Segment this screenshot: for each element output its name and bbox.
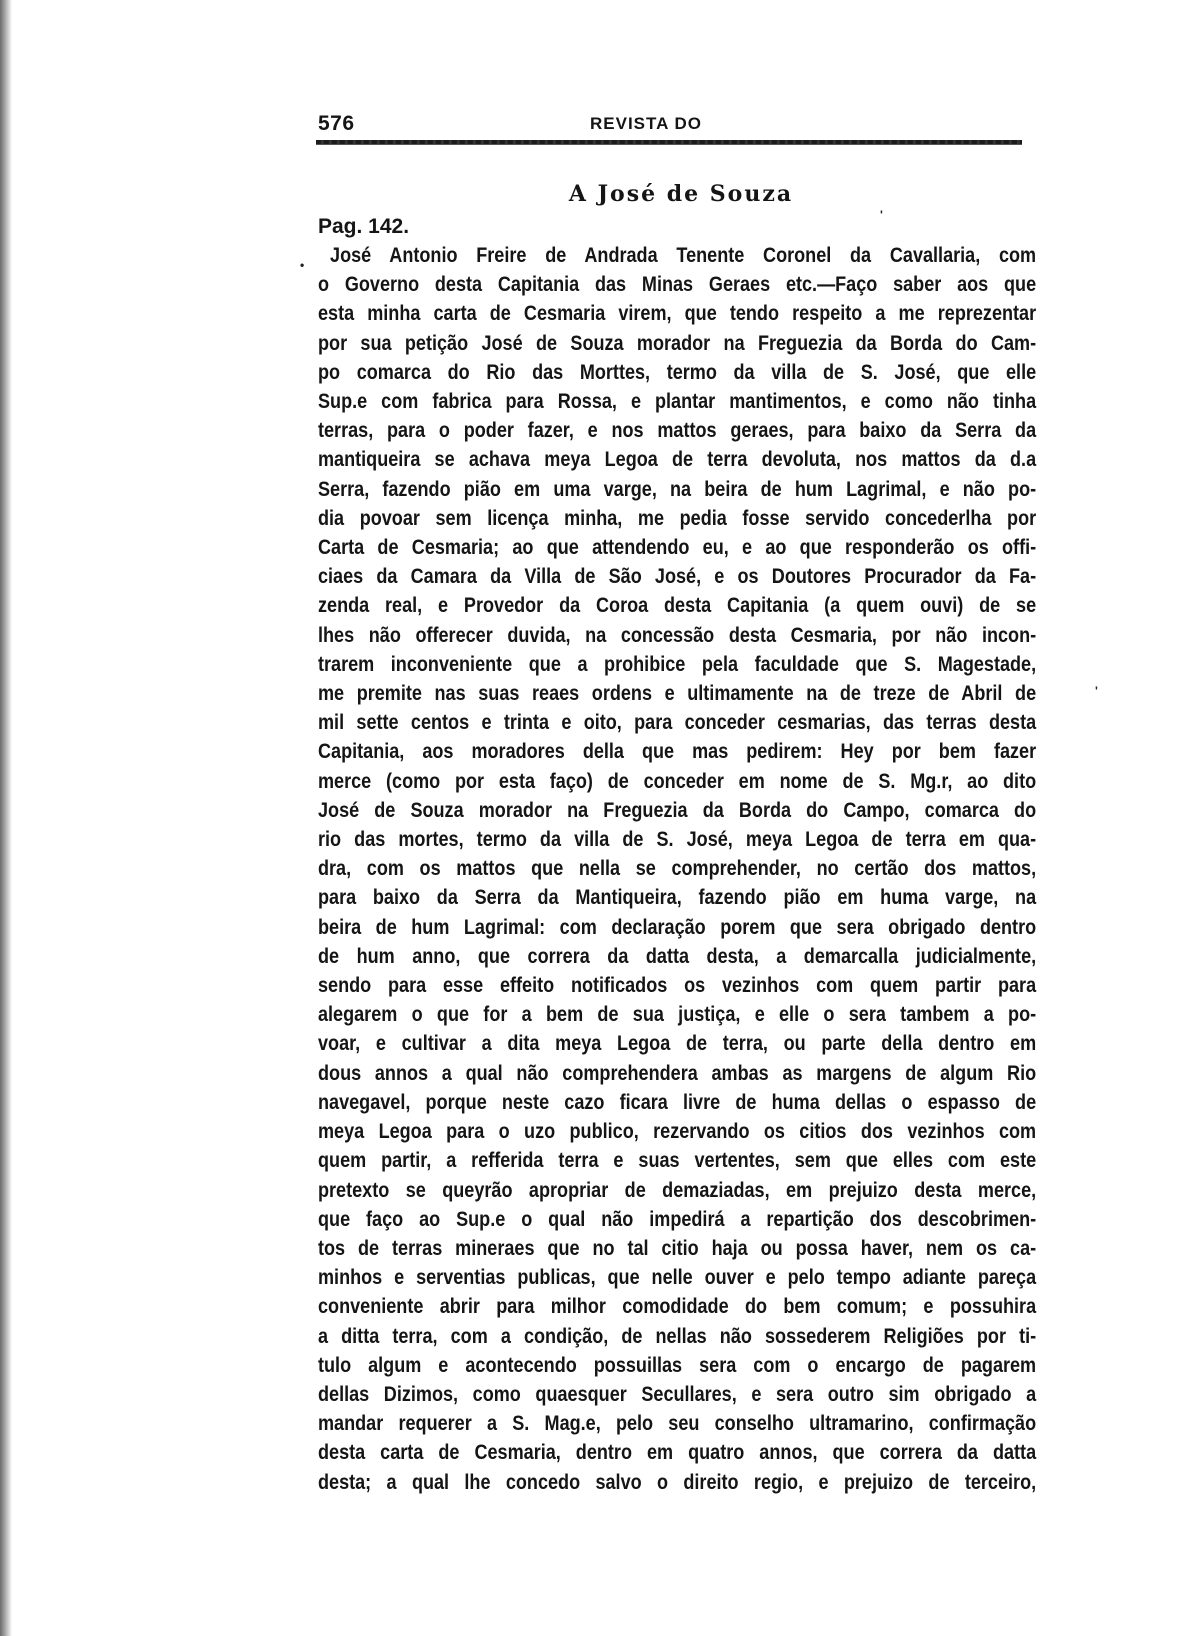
text-line: de hum anno, que correra da datta desta, a demarcalla judicialmente, — [318, 944, 1037, 968]
page-reference: Pag. 142. — [318, 215, 410, 238]
text-line: Serra, fazendo pião em uma varge, na beira de hum Lagrimal, e não po- — [318, 477, 1037, 501]
print-speck: ' — [880, 208, 883, 222]
text-line: me premite nas suas reaes ordens e ultimamente na de treze de Abril de — [318, 682, 1037, 706]
text-line: Sup.e com fabrica para Rossa, e plantar mantimentos, e como não tinha — [318, 390, 1037, 414]
text-line: tos de terras mineraes que no tal citio haja ou possa haver, nem os ca- — [318, 1236, 1037, 1260]
text-line: mantiqueira se achava meya Legoa de terra devoluta, nos mattos da d.a — [318, 448, 1037, 472]
text-line: conveniente abrir para milhor comodidade do bem comum; e possuhira — [318, 1295, 1037, 1319]
text-line: voar, e cultivar a dita meya Legoa de terra, ou parte della dentro em — [318, 1032, 1037, 1056]
page-number: 576 — [318, 112, 355, 135]
text-line: quem partir, a refferida terra e suas vertentes, sem que elles com este — [318, 1149, 1037, 1173]
text-line: Capitania, aos moradores della que mas pedirem: Hey por bem fazer — [318, 740, 1037, 764]
document-page — [318, 100, 1036, 1497]
text-line: dellas Dizimos, como quaesquer Secullares, e sera outro sim obrigado a — [318, 1382, 1037, 1406]
binding-edge — [0, 0, 12, 1636]
text-line: dia povoar sem licença minha, me pedia fosse servido concederlha por — [318, 506, 1037, 530]
journal-title: REVISTA DO — [590, 114, 703, 133]
text-line: desta carta de Cesmaria, dentro em quatro annos, que correra da datta — [318, 1441, 1037, 1465]
text-line: para baixo da Serra da Mantiqueira, fazendo pião em huma varge, na — [318, 886, 1037, 910]
text-line: o Governo desta Capitania das Minas Geraes etc.—Faço saber aos que — [318, 273, 1037, 297]
text-line: zenda real, e Provedor da Coroa desta Capitania (a quem ouvi) de se — [318, 594, 1037, 618]
text-line: mil sette centos e trinta e oito, para conceder cesmarias, das terras desta — [318, 711, 1037, 735]
text-line: terras, para o poder fazer, e nos mattos geraes, para baixo da Serra da — [318, 419, 1037, 443]
text-line: dra, com os mattos que nella se comprehender, no certão dos mattos, — [318, 857, 1037, 881]
text-line: desta; a qual lhe concedo salvo o direito regio, e prejuizo de terceiro, — [318, 1470, 1037, 1494]
text-line: pretexto se queyrão apropriar de demaziadas, em prejuizo desta merce, — [318, 1178, 1037, 1202]
text-line: rio das mortes, termo da villa de S. José, meya Legoa de terra em qua- — [318, 828, 1037, 852]
text-line: dous annos a qual não comprehendera ambas as margens de algum Rio — [318, 1061, 1037, 1085]
print-speck: ' — [1095, 684, 1098, 698]
text-line: alegarem o que for a bem de sua justiça, e elle o sera tambem a po- — [318, 1003, 1037, 1027]
text-line: ciaes da Camara da Villa de São José, e os Doutores Procurador da Fa- — [318, 565, 1037, 589]
text-line: beira de hum Lagrimal: com declaração porem que sera obrigado dentro — [318, 915, 1037, 939]
text-line: trarem inconveniente que a prohibice pela faculdade que S. Magestade, — [318, 652, 1037, 676]
text-line: sendo para esse effeito notificados os vezinhos com quem partir para — [318, 974, 1037, 998]
text-line: Carta de Cesmaria; ao que attendendo eu, e ao que responderão os offi- — [318, 536, 1037, 560]
text-line: José Antonio Freire de Andrada Tenente Coronel da Cavallaria, com — [330, 244, 1037, 267]
text-line: por sua petição José de Souza morador na Freguezia da Borda do Cam- — [318, 331, 1037, 355]
text-line: tulo algum e acontecendo possuillas sera com o encargo de pagarem — [318, 1353, 1037, 1377]
section-title: A José de Souza — [568, 181, 794, 207]
text-line: meya Legoa para o uzo publico, rezervando os citios dos vezinhos com — [318, 1120, 1037, 1144]
running-head — [318, 100, 1036, 134]
print-speck: • — [300, 258, 305, 272]
text-line: esta minha carta de Cesmaria virem, que tendo respeito a me reprezentar — [318, 302, 1037, 326]
text-line: lhes não offerecer duvida, na concessão desta Cesmaria, por não incon- — [318, 623, 1037, 647]
text-line: José de Souza morador na Freguezia da Borda do Campo, comarca do — [318, 798, 1037, 822]
text-line: a ditta terra, com a condição, de nellas não sossederem Religiões por ti- — [318, 1324, 1037, 1348]
header-rule — [316, 140, 1022, 145]
text-line: merce (como por esta faço) de conceder em nome de S. Mg.r, ao dito — [318, 769, 1037, 793]
text-line: mandar requerer a S. Mag.e, pelo seu conselho ultramarino, confirmação — [318, 1412, 1037, 1436]
text-line: que faço ao Sup.e o qual não impedirá a repartição dos descobrimen- — [318, 1207, 1037, 1231]
text-line: navegavel, porque neste cazo ficara livre de huma dellas o espasso de — [318, 1090, 1037, 1114]
text-line: minhos e serventias publicas, que nelle ouver e pelo tempo adiante pareça — [318, 1266, 1037, 1290]
text-line: po comarca do Rio das Morttes, termo da villa de S. José, que elle — [318, 360, 1037, 384]
body-text — [318, 241, 1036, 1497]
